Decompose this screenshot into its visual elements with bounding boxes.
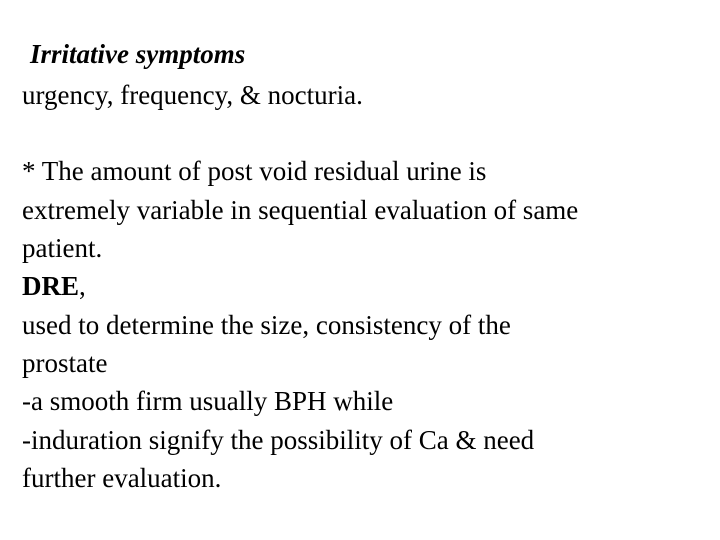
text-line: used to determine the size, consistency of the	[22, 310, 511, 340]
dre-label: DRE	[22, 271, 80, 301]
text-line: patient.	[22, 233, 103, 263]
text-line: further evaluation.	[22, 463, 222, 493]
dre-line	[22, 270, 86, 302]
text-line: extremely variable in sequential evaluation of same	[22, 195, 579, 225]
dre-suffix: ,	[79, 271, 86, 301]
text-line: * The amount of post void residual urine is	[22, 156, 487, 186]
text-line: -a smooth firm usually BPH while	[22, 386, 394, 416]
text-line: urgency, frequency, & nocturia.	[22, 80, 363, 110]
text-line: prostate	[22, 348, 108, 378]
text-line: -induration signify the possibility of Ca & need	[22, 425, 535, 455]
heading-irritative-symptoms: Irritative symptoms	[30, 39, 246, 69]
